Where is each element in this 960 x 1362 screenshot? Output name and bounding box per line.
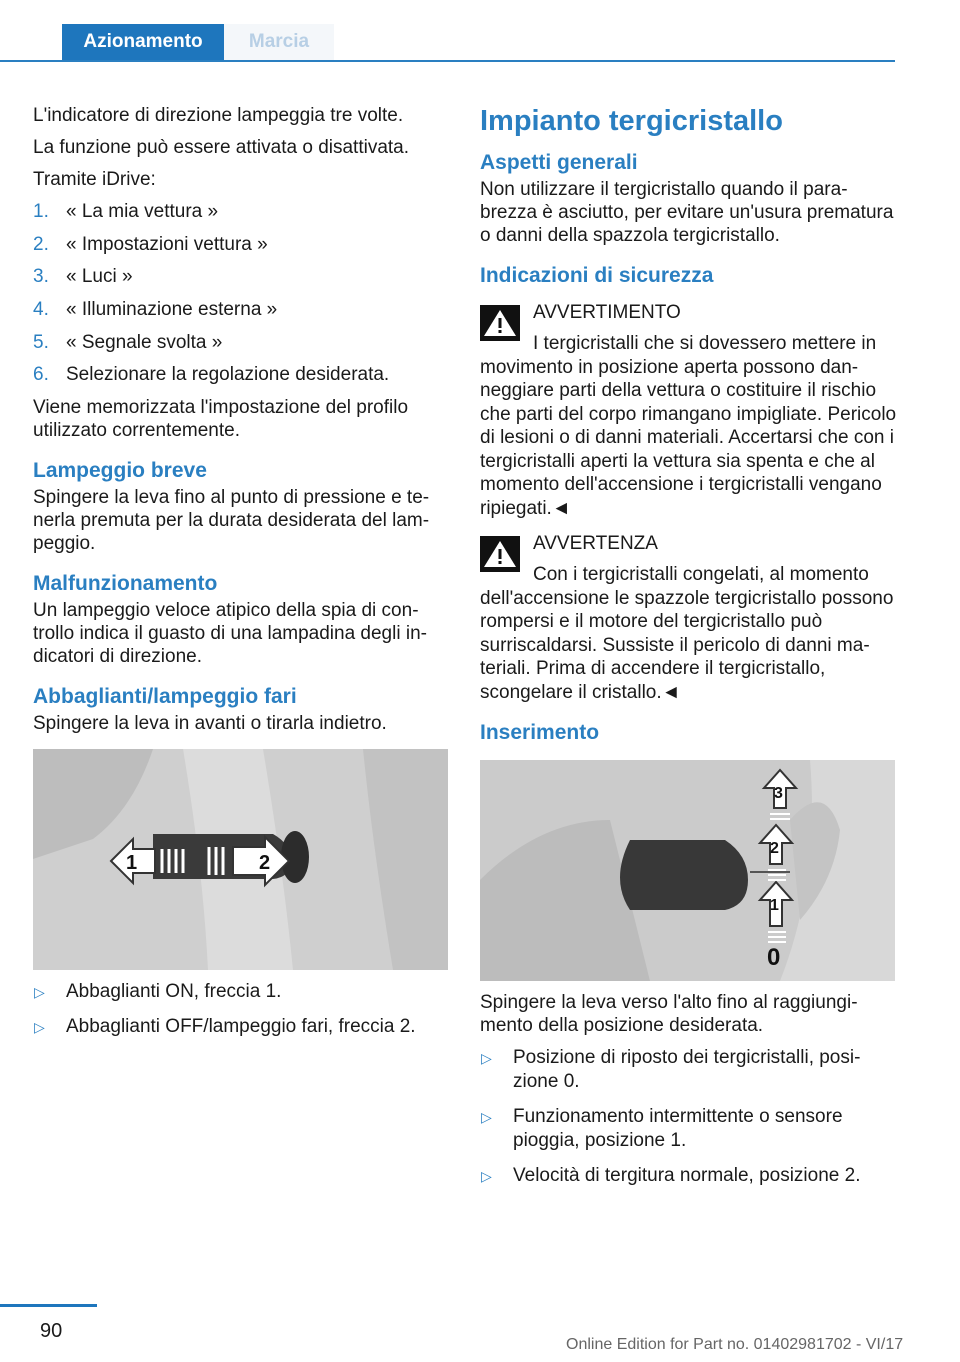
arrow-label-2: 2 — [259, 852, 271, 875]
step-number: 1. — [33, 201, 49, 222]
heading-lampeggio-breve: Lampeggio breve — [33, 459, 207, 483]
step-text: « Impostazioni vettura » — [66, 233, 268, 255]
list-item — [33, 233, 451, 256]
intro-line-3: Tramite iDrive: — [33, 169, 156, 190]
bullet-text: Abbaglianti OFF/lampeggio fari, freccia 2. — [66, 1016, 416, 1038]
left-column — [33, 104, 451, 1050]
profile-note: Viene memorizzata l'impostazione del profilo utilizzato correntemente. — [33, 397, 409, 442]
position-label-1: 1 — [770, 897, 779, 914]
position-label-3: 3 — [774, 785, 783, 802]
list-item — [33, 200, 451, 223]
step-text: « La mia vettura » — [66, 201, 219, 222]
heading-inserimento: Inserimento — [480, 721, 600, 744]
arrow-label-1: 1 — [126, 852, 138, 875]
position-label-2: 2 — [770, 840, 779, 857]
triangle-right-icon: ▷ — [481, 1168, 492, 1184]
position-label-0: 0 — [767, 944, 781, 971]
intro-line-2: La funzione può essere attivata o disattivata. — [33, 137, 410, 158]
triangle-right-icon: ▷ — [34, 1019, 45, 1036]
triangle-right-icon: ▷ — [481, 1109, 492, 1125]
wiper-lever-figure — [480, 760, 895, 981]
footer-rule — [0, 1304, 97, 1307]
heading-indicazioni-sicurezza: Indicazioni di sicurezza — [480, 264, 714, 287]
list-item — [33, 1015, 451, 1039]
heading-malfunzionamento: Malfunzionamento — [33, 572, 218, 596]
list-item — [33, 363, 451, 386]
page-number: 90 — [40, 1320, 63, 1342]
idrive-steps-list — [33, 200, 451, 386]
list-item — [33, 298, 451, 321]
triangle-right-icon: ▷ — [481, 1050, 492, 1066]
inserimento-text: Spingere la leva verso l'alto fino al raggiungimento della posizione desiderata. — [480, 992, 858, 1036]
step-number: 3. — [33, 266, 49, 288]
right-column — [480, 104, 898, 1199]
tab-marcia[interactable]: Marcia — [224, 24, 334, 60]
lever-illustration — [33, 749, 448, 970]
heading-aspetti-generali: Aspetti generali — [480, 151, 638, 174]
list-item — [480, 1046, 898, 1094]
warning-block-1 — [480, 301, 898, 520]
bullet-text: Posizione di riposto dei tergicristalli, posizione 0. — [513, 1047, 861, 1092]
malfunzionamento-text: Un lampeggio veloce atipico della spia di controllo indica il guasto di una lampadina degli indicatori di direzione. — [33, 600, 427, 668]
step-text: Selezionare la regolazione desiderata. — [66, 364, 390, 386]
tab-azionamento[interactable]: Azionamento — [62, 24, 224, 60]
step-text: « Illuminazione esterna » — [66, 299, 278, 321]
intro-line-1: L'indicatore di direzione lampeggia tre volte. — [33, 105, 404, 126]
edition-footer: Online Edition for Part no. 01402981702 - VI/17 — [566, 1336, 904, 1353]
warning-title: AVVERTIMENTO — [533, 302, 681, 323]
heading-abbaglianti: Abbaglianti/lampeggio fari — [33, 685, 297, 709]
step-number: 5. — [33, 331, 49, 353]
high-beam-bullets — [33, 980, 451, 1039]
warning-text: Con i tergicristalli congelati, al momento dell'accensione le spazzole tergicristallo possono rompersi e il motore del tergicristallo può surriscaldarsi. Sussiste il pericolo di danni materiali. Prima di accendere il tergicristallo, scongelare il cristallo.◄ — [480, 564, 894, 703]
list-item — [480, 1164, 898, 1188]
warning-text: I tergicristalli che si dovessero mettere in movimento in posizione aperta possono danneggiare parti della vettura o costituire il rischio che parti del corpo rimangano impigliate. Pericolo di lesioni o di danni materiali. Accertarsi che con i tergicristalli aperti la vettura sia spenta e che al momento dell'accensione i tergicristalli vengano ripiegati.◄ — [480, 333, 897, 519]
step-number: 6. — [33, 364, 49, 386]
triangle-right-icon: ▷ — [34, 984, 45, 1001]
warning-block-2 — [480, 532, 898, 704]
warning-title: AVVERTENZA — [533, 533, 658, 554]
step-number: 2. — [33, 233, 49, 255]
list-item — [33, 331, 451, 354]
abbaglianti-text: Spingere la leva in avanti o tirarla indietro. — [33, 713, 387, 735]
list-item — [33, 265, 451, 288]
list-item — [33, 980, 451, 1004]
warning-triangle-icon — [480, 305, 520, 341]
bullet-text: Abbaglianti ON, freccia 1. — [66, 981, 282, 1003]
high-beam-lever-figure — [33, 749, 448, 970]
step-text: « Segnale svolta » — [66, 331, 223, 353]
heading-impianto-tergicristallo: Impianto tergicristallo — [480, 105, 783, 137]
bullet-text: Funzionamento intermittente o sensore pioggia, posizione 1. — [513, 1106, 843, 1151]
wiper-position-bullets — [480, 1046, 898, 1188]
warning-triangle-icon — [480, 536, 520, 572]
arrow-0-area — [767, 944, 780, 971]
list-item — [480, 1105, 898, 1153]
lampeggio-breve-text: Spingere la leva fino al punto di pressione e tenerla premuta per la durata desiderata del lampeggio. — [33, 487, 430, 555]
bullet-text: Velocità di tergitura normale, posizione 2. — [513, 1165, 861, 1186]
aspetti-generali-text: Non utilizzare il tergicristallo quando il parabrezza è asciutto, per evitare un'usura prematura o danni della spazzola tergicristallo. — [480, 179, 894, 246]
step-number: 4. — [33, 299, 49, 321]
section-tabbar — [0, 24, 895, 62]
step-text: « Luci » — [66, 266, 133, 288]
wiper-illustration — [480, 760, 895, 981]
